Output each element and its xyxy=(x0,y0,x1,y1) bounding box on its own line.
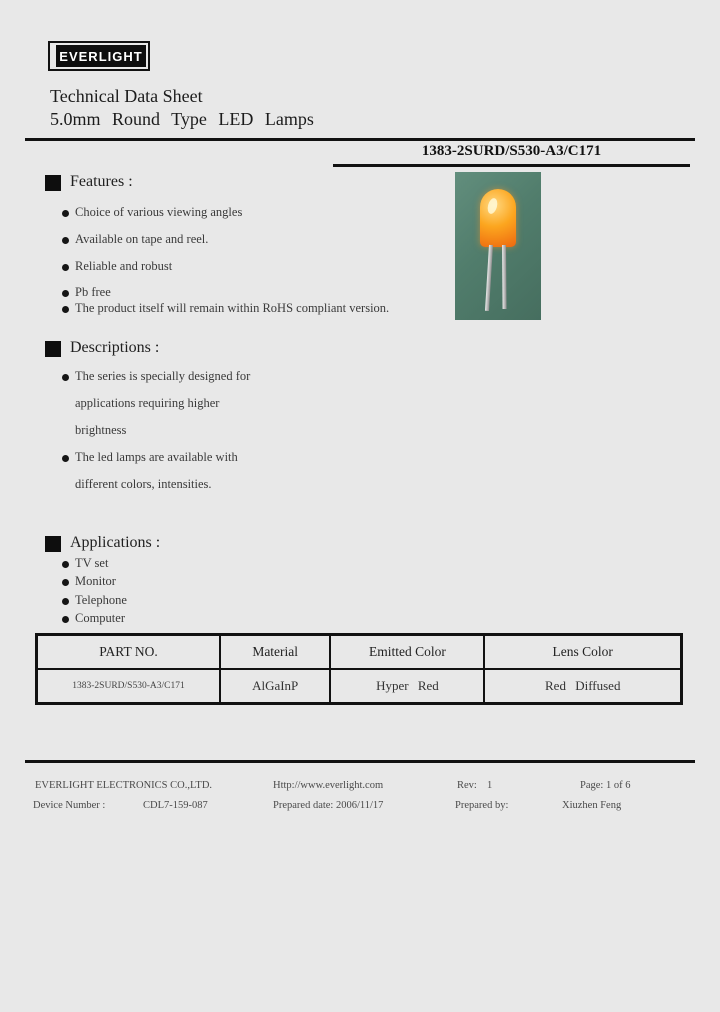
table-header-row xyxy=(38,636,680,670)
footer-prepared-by-value: Xiuzhen Feng xyxy=(562,800,622,811)
feature-item: Reliable and robust xyxy=(75,259,173,273)
description-line: The led lamps are available with xyxy=(75,450,238,464)
footer-website: Http://www.everlight.com xyxy=(273,780,384,791)
everlight-logo-text: EVERLIGHT xyxy=(56,45,146,67)
footer-rev-label: Rev: xyxy=(457,780,477,791)
cell-lens-color: Red Diffused xyxy=(545,678,621,693)
led-lead-right xyxy=(502,245,507,309)
features-heading: Features : xyxy=(70,173,133,190)
bullet-icon xyxy=(62,561,69,568)
feature-item: The product itself will remain within RoHS compliant version. xyxy=(75,301,390,315)
table-row xyxy=(38,670,680,702)
footer-divider-line xyxy=(25,760,695,763)
description-line: The series is specially designed for xyxy=(75,369,251,383)
footer-company: EVERLIGHT ELECTRONICS CO.,LTD. xyxy=(35,780,213,791)
led-lead-left xyxy=(485,245,493,311)
cell-material: AlGaInP xyxy=(221,670,331,702)
bullet-icon xyxy=(62,579,69,586)
bullet-icon xyxy=(62,374,69,381)
cell-emitted-color: Hyper Red xyxy=(331,670,485,702)
part-summary-table xyxy=(35,633,683,705)
application-item: Computer xyxy=(75,611,125,625)
column-header-emitted-color: Emitted Color xyxy=(331,636,485,668)
document-subtitle: 5.0mm Round Type LED Lamps xyxy=(50,109,314,129)
led-dome xyxy=(480,189,516,247)
application-item: Monitor xyxy=(75,574,116,588)
bullet-icon xyxy=(62,210,69,217)
application-item: TV set xyxy=(75,556,109,570)
descriptions-heading: Descriptions : xyxy=(70,339,160,356)
column-header-lens-color: Lens Color xyxy=(552,644,613,659)
document-title: Technical Data Sheet xyxy=(50,86,203,106)
bullet-icon xyxy=(62,455,69,462)
bullet-icon xyxy=(62,264,69,271)
bullet-icon xyxy=(62,290,69,297)
description-line: brightness xyxy=(75,423,127,437)
footer-device-label: Device Number : xyxy=(33,800,106,811)
bullet-icon xyxy=(62,598,69,605)
cell-part-no: 1383-2SURD/S530-A3/C171 xyxy=(38,670,221,702)
descriptions-section-bullet xyxy=(45,341,61,357)
application-item: Telephone xyxy=(75,593,127,607)
applications-section-bullet xyxy=(45,536,61,552)
bullet-icon xyxy=(62,237,69,244)
part-number: 1383-2SURD/S530-A3/C171 xyxy=(421,143,602,159)
footer-prepared-date: Prepared date: 2006/11/17 xyxy=(273,800,384,811)
description-line: applications requiring higher xyxy=(75,396,220,410)
footer-page-info: Page: 1 of 6 xyxy=(580,780,631,791)
footer-device-value: CDL7-159-087 xyxy=(143,800,208,811)
part-number-underline xyxy=(333,164,690,167)
footer-rev-value: 1 xyxy=(487,780,493,791)
column-header-part-no: PART NO. xyxy=(38,636,221,668)
description-line: different colors, intensities. xyxy=(75,477,212,491)
feature-item: Choice of various viewing angles xyxy=(75,205,243,219)
bullet-icon xyxy=(62,616,69,623)
feature-item: Available on tape and reel. xyxy=(75,232,209,246)
column-header-material: Material xyxy=(221,636,331,668)
feature-item: Pb free xyxy=(75,285,111,299)
applications-heading: Applications : xyxy=(70,534,161,551)
everlight-logo xyxy=(48,41,150,71)
features-section-bullet xyxy=(45,175,61,191)
bullet-icon xyxy=(62,306,69,313)
led-product-photo xyxy=(455,172,541,320)
footer-prepared-by-label: Prepared by: xyxy=(455,800,509,811)
header-divider-line xyxy=(25,138,695,141)
